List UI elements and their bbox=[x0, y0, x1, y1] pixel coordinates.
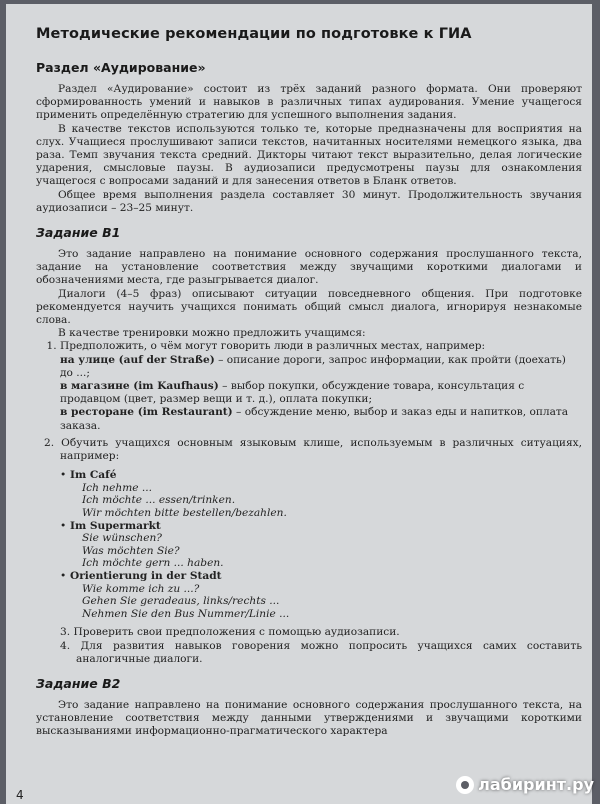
book-page bbox=[6, 4, 592, 804]
step-3: 3. Проверить свои предположения с помощью аудиозаписи. bbox=[60, 626, 400, 639]
step-2: 2. Обучить учащихся основным языковым клише, используемым в различных ситуациях, например: bbox=[44, 436, 582, 463]
phrase: Nehmen Sie den Bus Nummer/Linie ... bbox=[82, 607, 290, 620]
task-b2-paragraph: Это задание направлено на понимание основного содержания прослушанного текста, на установление соответствия между данными утверждениями и звучащими короткими высказываниями информационно-прагматического характера bbox=[36, 699, 582, 738]
topic-item bbox=[60, 570, 582, 620]
topic-item bbox=[60, 469, 582, 520]
location-desc: – описание дороги, запрос информации, как пройти (доехать) до ...; bbox=[60, 353, 566, 379]
topic-item bbox=[60, 519, 582, 570]
page-number: 4 bbox=[16, 788, 24, 802]
location-place: в ресторане (im Restaurant) bbox=[60, 406, 233, 419]
location-place: на улице (auf der Straße) bbox=[60, 353, 215, 366]
location-item bbox=[60, 354, 582, 380]
phrase: Wie komme ich zu ...? bbox=[82, 582, 200, 595]
phrase: Gehen Sie geradeaus, links/rechts ... bbox=[82, 595, 280, 608]
location-item bbox=[60, 406, 582, 432]
location-desc: – обсуждение меню, выбор и заказ еды и напитков, оплата заказа. bbox=[60, 406, 569, 432]
page-title: Методические рекомендации по подготовке к ГИА bbox=[36, 26, 472, 42]
page-content bbox=[30, 26, 582, 739]
phrase: Sie wünschen? bbox=[82, 532, 162, 545]
phrase: Ich nehme ... bbox=[82, 481, 153, 494]
location-place: в магазине (im Kaufhaus) bbox=[60, 380, 219, 393]
location-desc: – выбор покупки, обсуждение товара, консультация с продавцом (цвет, размер вещи и т. д.), оплата покупки; bbox=[60, 380, 525, 406]
step-1-intro: Предположить, о чём могут говорить люди в различных местах, например: bbox=[60, 340, 486, 353]
intro-paragraph: Общее время выполнения раздела составляет 30 минут. Продолжительность звучания аудиозаписи – 23–25 минут. bbox=[36, 188, 582, 214]
section-heading: Раздел «Аудирование» bbox=[36, 60, 206, 75]
bullet-icon: • bbox=[60, 519, 67, 532]
phrase: Ich möchte gern ... haben. bbox=[82, 557, 224, 570]
watermark bbox=[456, 775, 594, 794]
task-b1-paragraph: В качестве тренировки можно предложить учащимся: bbox=[58, 327, 366, 340]
watermark-text: лабиринт.ру bbox=[478, 775, 594, 794]
task-b1-paragraph: Это задание направлено на понимание основного содержания прослушанного текста, задание на установление соответствия между звучащими короткими диалогами и обозначениями места, где разыгрывается диалог. bbox=[36, 248, 582, 287]
phrase: Ich möchte ... essen/trinken. bbox=[82, 494, 236, 507]
task-b1-heading: Задание В1 bbox=[36, 225, 121, 241]
phrase: Was möchten Sie? bbox=[82, 544, 180, 557]
intro-paragraph: В качестве текстов используются только те, которые предназначены для восприятия на слух. Учащиеся прослушивают записи текстов, начитанных носителями немецкого языка, два раза. Темп звучания текста средний. Дикторы читают текст выразительно, делая логические ударения, смысловые паузы. В аудиозаписи предусмотрены паузы для ознакомления учащегося с вопросами заданий и для занесения ответов в Бланк ответов. bbox=[36, 122, 582, 188]
step-1 bbox=[60, 340, 582, 432]
task-b2-heading: Задание В2 bbox=[36, 676, 121, 692]
bullet-icon: • bbox=[60, 570, 67, 583]
bullet-icon: • bbox=[60, 469, 67, 482]
topic-title: Orientierung in der Stadt bbox=[70, 570, 222, 583]
intro-paragraph: Раздел «Аудирование» состоит из трёх заданий разного формата. Они проверяют сформированность умений и навыков в различных типах аудирования. Умение учащегося применить определённую стратегию для успешного выполнения задания. bbox=[36, 83, 582, 122]
tail-steps bbox=[30, 626, 582, 666]
labirint-logo-icon bbox=[456, 776, 474, 794]
topic-list bbox=[30, 469, 582, 620]
task-b1-paragraph: Диалоги (4–5 фраз) описывают ситуации повседневного общения. При подготовке рекомендуется научить учащихся понимать общий смысл диалога, игнорируя незнакомые слова. bbox=[36, 287, 582, 327]
topic-title: Im Supermarkt bbox=[70, 519, 161, 532]
step-4: 4. Для развития навыков говорения можно попросить учащихся самих составить аналогичные диалоги. bbox=[60, 639, 582, 665]
location-item bbox=[60, 380, 582, 406]
phrase: Wir möchten bitte bestellen/bezahlen. bbox=[82, 507, 287, 520]
topic-title: Im Café bbox=[70, 469, 117, 482]
step-list bbox=[30, 340, 582, 432]
